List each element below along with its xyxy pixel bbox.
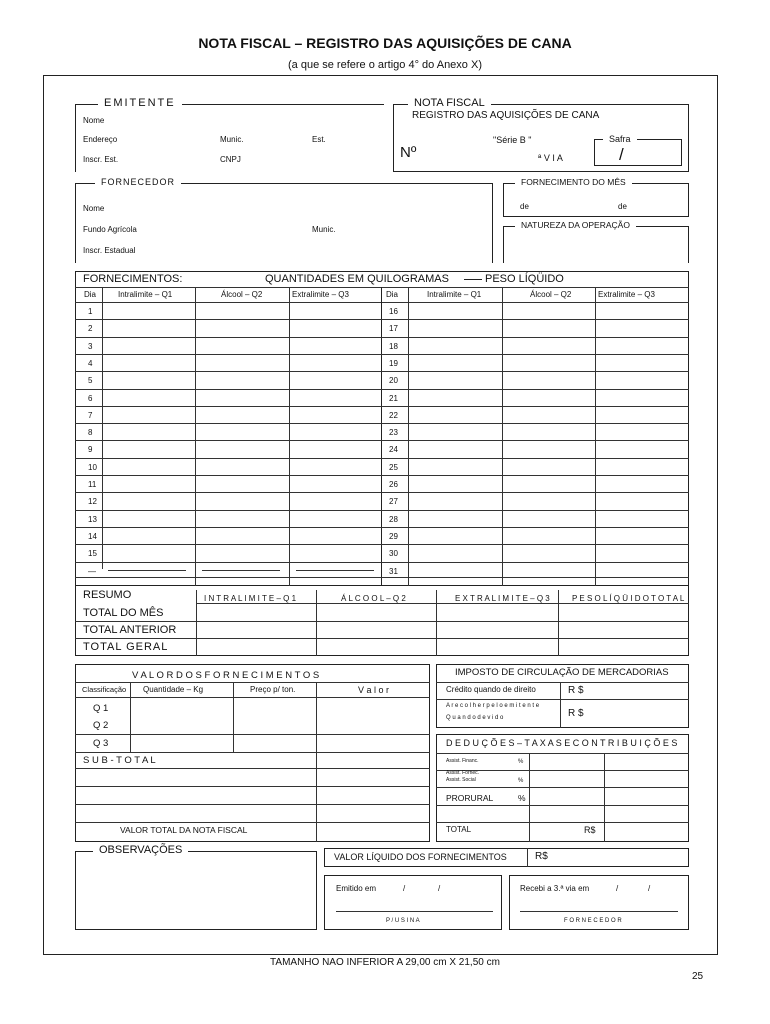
emitente-endereco-label: Endereço bbox=[83, 135, 118, 144]
grid-row-line bbox=[75, 577, 689, 578]
deducoes-vline bbox=[604, 753, 605, 842]
recebi-slash-1: / bbox=[616, 884, 619, 893]
fornecimentos-label: FORNECIMENTOS: bbox=[83, 273, 183, 285]
valor-total-label: VALOR TOTAL DA NOTA FISCAL bbox=[120, 825, 248, 835]
deducoes-line bbox=[436, 805, 689, 806]
recebi-slash-2: / bbox=[648, 884, 651, 893]
valor-fornecimentos-title: V A L O R D O S F O R N E C I M E N T O S bbox=[132, 670, 320, 681]
grid-day-left: 3 bbox=[88, 341, 93, 351]
deducoes-total-rs: R$ bbox=[584, 825, 596, 835]
observacoes-legend: OBSERVAÇÕES bbox=[93, 845, 188, 856]
grid-header-bottom-line bbox=[75, 302, 689, 303]
grid-day-left: 14 bbox=[88, 531, 97, 541]
grid-row-line bbox=[75, 544, 689, 545]
grid-day-right: 26 bbox=[389, 480, 398, 489]
grid-day-left: 10 bbox=[88, 462, 97, 472]
grid-day-right: 30 bbox=[389, 549, 398, 559]
grid-day-right: 17 bbox=[389, 324, 398, 334]
assist-social-pct: % bbox=[518, 778, 524, 784]
recebi-signature-line bbox=[520, 911, 678, 912]
valor-row-q2: Q 2 bbox=[93, 720, 109, 731]
peso-dash bbox=[464, 279, 482, 280]
valor-liquido-label: VALOR LÍQUIDO DOS FORNECIMENTOS bbox=[334, 852, 507, 862]
observacoes-section bbox=[75, 851, 317, 930]
grid-row-line bbox=[75, 423, 689, 424]
valor-liquido-vline bbox=[527, 848, 528, 867]
resumo-vline bbox=[558, 590, 559, 656]
fornecimento-mes-legend: FORNECIMENTO DO MÊS bbox=[515, 178, 632, 187]
grid-day-left: 4 bbox=[88, 358, 93, 368]
emitente-munic-label: Munic. bbox=[220, 135, 244, 144]
grid-row-line bbox=[75, 510, 689, 511]
grid-row-line bbox=[75, 440, 689, 441]
grid-day-right: 18 bbox=[389, 341, 398, 351]
icm-title: IMPOSTO DE CIRCULAÇÃO DE MERCADORIAS bbox=[455, 667, 669, 678]
valor-line bbox=[75, 804, 430, 805]
valor-header-classificacao: Classificação bbox=[82, 685, 127, 694]
assist-financ-pct: % bbox=[518, 759, 524, 765]
grid-vline bbox=[408, 287, 409, 586]
fornecedor-munic-label: Munic. bbox=[312, 225, 336, 234]
grid-day-right: 22 bbox=[389, 410, 398, 420]
icm-recolher-label: A r e c o l h e r p e l o e m i t e n t e bbox=[446, 703, 540, 709]
valor-vline bbox=[316, 682, 317, 842]
valor-liquido-rs: R$ bbox=[535, 851, 548, 862]
grid-row-line bbox=[75, 319, 689, 320]
fornecimento-mes-section bbox=[503, 183, 689, 217]
grid-vline bbox=[502, 287, 503, 586]
assist-fornec-label: Assist. Fornec. bbox=[446, 770, 480, 776]
deducoes-total-label: TOTAL bbox=[446, 825, 472, 834]
emitente-nome-label: Nome bbox=[83, 116, 105, 125]
grid-dash bbox=[202, 570, 280, 571]
recebi-label: Recebi a 3.ª via em bbox=[520, 884, 590, 893]
grid-day-left: 12 bbox=[88, 497, 97, 507]
grid-day-left: 8 bbox=[88, 428, 93, 438]
grid-row-line bbox=[75, 337, 689, 338]
emitente-legend: EMITENTE bbox=[98, 98, 182, 109]
deducoes-title: D E D U Ç Õ E S – T A X A S E C O N T R I B U I Ç Õ E S bbox=[446, 738, 678, 748]
page-number: 25 bbox=[692, 971, 704, 982]
grid-row-line bbox=[75, 562, 689, 563]
grid-day-left: 15 bbox=[88, 549, 97, 559]
natureza-section bbox=[503, 226, 689, 263]
resumo-label: RESUMO bbox=[83, 589, 132, 601]
fornecedor-nome-label: Nome bbox=[83, 204, 105, 213]
grid-row-line bbox=[75, 406, 689, 407]
valor-header-quantidade: Quantidade – Kg bbox=[143, 685, 204, 694]
grid-vline bbox=[289, 287, 290, 586]
valor-vline bbox=[130, 682, 131, 752]
grid-day-right: 25 bbox=[389, 462, 398, 472]
page-subtitle: (a que se refere o artigo 4° do Anexo X) bbox=[288, 59, 482, 71]
grid-day-right: 23 bbox=[389, 428, 398, 438]
emitente-cnpj-label: CNPJ bbox=[220, 155, 241, 164]
valor-line bbox=[75, 768, 430, 769]
emitido-label: Emitido em bbox=[336, 884, 377, 893]
deducoes-line bbox=[436, 787, 689, 788]
prorural-label: PRORURAL bbox=[446, 793, 494, 803]
grid-dash bbox=[108, 570, 186, 571]
valor-line bbox=[75, 822, 430, 823]
valor-header-valor: V a l o r bbox=[358, 685, 390, 695]
emitente-inscr-label: Inscr. Est. bbox=[83, 155, 119, 164]
grid-header-top-line bbox=[75, 287, 689, 288]
fornecedor-legend: FORNECEDOR bbox=[95, 178, 181, 187]
grid-day-left: 11 bbox=[88, 480, 97, 489]
grid-dash bbox=[296, 570, 374, 571]
emitido-signature-label: P / U S I N A bbox=[386, 918, 420, 924]
grid-day-left: 9 bbox=[88, 445, 93, 455]
fornecimento-mes-de1: de bbox=[520, 202, 529, 211]
deducoes-line bbox=[436, 753, 689, 754]
resumo-line bbox=[196, 603, 689, 604]
fornecedor-fundo-label: Fundo Agrícola bbox=[83, 225, 137, 234]
assist-social-label: Assist. Social bbox=[446, 777, 476, 783]
resumo-vline bbox=[436, 590, 437, 656]
resumo-col-q1: I N T R A L I M I T E – Q 1 bbox=[204, 594, 297, 603]
fornecimento-mes-de2: de bbox=[618, 202, 627, 211]
emitido-slash-2: / bbox=[438, 884, 441, 893]
nota-fiscal-legend: NOTA FISCAL bbox=[408, 98, 491, 109]
valor-line bbox=[75, 734, 430, 735]
resumo-line bbox=[75, 638, 689, 639]
grid-row-line bbox=[75, 492, 689, 493]
resumo-vline bbox=[196, 590, 197, 656]
valor-row-q1: Q 1 bbox=[93, 703, 109, 714]
grid-day-right: 27 bbox=[389, 497, 398, 507]
grid-day-left: 2 bbox=[88, 324, 93, 334]
grid-day-right: 31 bbox=[389, 566, 398, 576]
grid-day-left: 5 bbox=[88, 376, 93, 386]
recebi-signature-label: F O R N E C E D O R bbox=[564, 918, 622, 924]
left-header-q1: Intralimite – Q1 bbox=[118, 290, 173, 299]
peso-label: PESO LÍQÜIDO bbox=[485, 273, 564, 285]
grid-row-line bbox=[75, 475, 689, 476]
valor-vline bbox=[233, 682, 234, 752]
footer-note: TAMANHO NAO INFERIOR A 29,00 cm X 21,50 cm bbox=[270, 957, 500, 968]
emitido-slash-1: / bbox=[403, 884, 406, 893]
grid-day-right: 16 bbox=[389, 307, 398, 316]
page-title: NOTA FISCAL – REGISTRO DAS AQUISIÇÕES DE CANA bbox=[198, 35, 572, 51]
right-header-q3: Extralimite – Q3 bbox=[598, 290, 655, 299]
valor-line bbox=[75, 697, 430, 698]
icm-rs2: R $ bbox=[568, 708, 584, 719]
grid-row-line bbox=[75, 389, 689, 390]
left-header-q2: Álcool – Q2 bbox=[221, 290, 263, 299]
natureza-legend: NATUREZA DA OPERAÇÃO bbox=[515, 221, 636, 230]
grid-row-line bbox=[75, 527, 689, 528]
grid-day-left: 7 bbox=[88, 410, 93, 420]
right-header-q2: Álcool – Q2 bbox=[530, 290, 572, 299]
resumo-row-total-mes: TOTAL DO MÊS bbox=[83, 607, 164, 619]
numero-label: Nº bbox=[400, 144, 417, 161]
resumo-row-total-geral: TOTAL GERAL bbox=[83, 641, 169, 653]
resumo-row-total-anterior: TOTAL ANTERIOR bbox=[83, 624, 177, 636]
deducoes-vline bbox=[529, 753, 530, 842]
grid-day-left: 6 bbox=[88, 393, 93, 403]
assist-financ-label: Assist. Financ. bbox=[446, 758, 479, 764]
valor-line bbox=[75, 786, 430, 787]
left-header-q3: Extralimite – Q3 bbox=[292, 290, 349, 299]
emitido-signature-line bbox=[336, 911, 493, 912]
grid-row-line bbox=[75, 371, 689, 372]
safra-slash: / bbox=[619, 145, 624, 164]
nota-fiscal-subtitle: REGISTRO DAS AQUISIÇÕES DE CANA bbox=[412, 110, 600, 121]
resumo-col-total: P E S O L Í Q Ü I D O T O T A L bbox=[572, 594, 685, 603]
valor-line bbox=[75, 682, 430, 683]
icm-quando-devido-label: Q u a n d o d e v i d o bbox=[446, 715, 504, 721]
grid-day-right: 28 bbox=[389, 514, 398, 524]
serie-label: "Série B " bbox=[493, 135, 532, 145]
icm-vline bbox=[560, 682, 561, 728]
deducoes-line bbox=[436, 822, 689, 823]
fornecimentos-grid bbox=[75, 271, 689, 586]
grid-vline bbox=[595, 287, 596, 586]
fornecedor-inscr-label: Inscr. Estadual bbox=[83, 246, 136, 255]
grid-day-right: 20 bbox=[389, 376, 398, 386]
resumo-vline bbox=[316, 590, 317, 656]
icm-rs1: R $ bbox=[568, 685, 584, 696]
left-header-dia: Dia bbox=[84, 290, 97, 299]
grid-day-right: 21 bbox=[389, 393, 398, 403]
valor-header-preco: Preço p/ ton. bbox=[250, 685, 296, 694]
grid-row-line bbox=[75, 354, 689, 355]
resumo-col-q3: E X T R A L I M I T E – Q 3 bbox=[455, 594, 550, 603]
right-header-dia: Dia bbox=[386, 290, 399, 299]
valor-line bbox=[75, 752, 430, 753]
resumo-line bbox=[75, 621, 689, 622]
grid-day-right: 29 bbox=[389, 531, 398, 541]
grid-vline bbox=[195, 287, 196, 586]
safra-legend: Safra bbox=[603, 135, 637, 144]
grid-day-left: — bbox=[88, 566, 96, 576]
fornecedor-section bbox=[75, 183, 493, 263]
grid-row-line bbox=[75, 458, 689, 459]
valor-row-q3: Q 3 bbox=[93, 738, 109, 749]
prorural-pct: % bbox=[518, 793, 526, 803]
icm-line bbox=[436, 699, 689, 700]
quantidades-label: QUANTIDADES EM QUILOGRAMAS bbox=[265, 273, 449, 285]
resumo-col-q2: Á L C O O L – Q 2 bbox=[341, 594, 406, 603]
right-header-q1: Intralimite – Q1 bbox=[427, 290, 482, 299]
grid-day-left: 1 bbox=[88, 307, 93, 316]
emitente-est-label: Est. bbox=[312, 135, 326, 144]
icm-credito-label: Crédito quando de direito bbox=[446, 685, 536, 694]
valor-row-subtotal: S U B - T O T A L bbox=[83, 755, 156, 766]
grid-day-left: 13 bbox=[88, 514, 97, 524]
grid-day-right: 19 bbox=[389, 358, 398, 368]
via-label: ª V I A bbox=[538, 153, 563, 163]
icm-line bbox=[436, 682, 689, 683]
grid-day-right: 24 bbox=[389, 445, 398, 455]
deducoes-section bbox=[436, 734, 689, 842]
grid-vline bbox=[381, 287, 382, 586]
